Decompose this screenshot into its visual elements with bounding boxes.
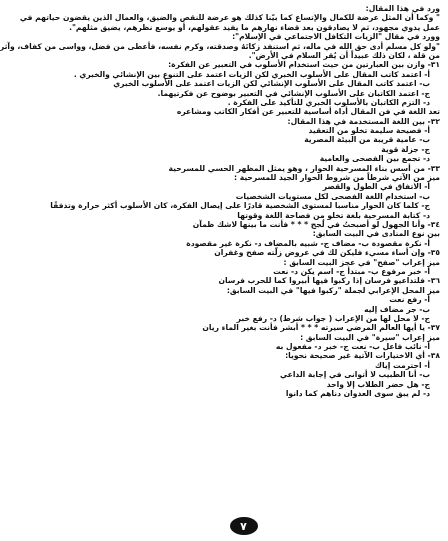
text-line: ٣٥- وإن أساء مسيء فليكن لك في عروض زلّته صفح وغفران	[214, 248, 440, 258]
text-line: أ- احترمت إياك	[375, 360, 430, 370]
text-line: ٣٣- من أسس بناء المسرحية الحوار ، وهو يمثل المظهر الحسي للمسرحية	[168, 163, 440, 173]
text-line: ب- أنا الطبيب لا أتوانى في إجابة الداعي	[279, 370, 430, 380]
text-line: ٣٧- يا أيها العالم المرضي سيرته * * * أبشر فأنت بغير الماء ريان	[202, 323, 440, 333]
text-line: ٣١- وازن بين العبارتين من حيث استخدام الأسلوب في التعبير عن الفكرة:	[168, 60, 440, 70]
question-text-block	[0, 4, 440, 399]
text-line: ب- عامية قريبة من البيئة المصرية	[304, 135, 430, 145]
text-line: ب- استخدام اللغة الفصحى لكل مستويات الشخصيات	[235, 191, 430, 201]
text-line: أ- نكرة مقصودة ب- مضاف ج- شبيه بالمضاف د- نكرة غير مقصودة	[186, 238, 430, 248]
text-line: ٣٨- أي الاختيارات الآتية غير صحيحة نحويا:	[285, 351, 440, 361]
text-line: د- تجمع بين الفصحى والعامية	[319, 154, 430, 164]
text-line: تعد اللغة في فن المقال أداة أساسية للتعبير عن أفكار الكاتب ومشاعره	[176, 107, 440, 117]
text-line: أ- رفع نعت	[389, 295, 430, 305]
text-line: ج- كلما كان الحوار مناسبا لمستوى الشخصية قادرًا على إيصال الفكرة، كان الأسلوب أكثر حرارة وتدفقًا	[50, 201, 430, 211]
text-line: ج- لا محل لها من الإعراب ( جواب شرط) د- رفع خبر	[236, 313, 430, 323]
text-line: ٣٢- بين اللغة المستخدمة في هذا المقال:	[287, 116, 440, 126]
text-line: ميز إعراب "صفح" في عجز البيت السابق :	[283, 257, 440, 267]
text-line: "ولو كل مسلم أدى حق الله في ماله، ثم استنفد زكاتَهُ وصدقته، وكرم نفسه، فأعطى من فضل، وواسى من كفاف، وآثر	[0, 41, 440, 51]
text-line: ميز المحل الإعرابي لجملة "ركبوا فيها" في البيت السابق:	[226, 285, 440, 295]
text-line: ج- جزلة قوية	[381, 144, 430, 154]
text-line: أ- الاتفاق في الطول والقصر	[322, 182, 430, 192]
text-line: ب- اعتمد كاتب المقال على الأسلوب الإنشائي لكن الزيات اعتمد على الأسلوب الخبري	[113, 79, 430, 89]
text-line: د- كتابة المسرحية بلغة تخلو من فصاحة اللغة وقوتها	[237, 210, 430, 220]
text-line: ب- جر مضاف إليه	[364, 304, 430, 314]
text-line: ٣٦- فلتداعيو فرسان إذا ركبوا فيها أبيروا كما للحرب فرسان	[218, 276, 440, 286]
text-line: من قلة ، لكان ذلك عبيداً أن يُقر السلام في الأرض".	[248, 50, 440, 60]
text-line: ج- هل حضر الطلاب إلا واحد	[326, 379, 430, 389]
text-line: وورد في مقال "الزيات التكافل الاجتماعي في الإسلام":	[232, 32, 440, 42]
text-line: أ- اعتمد كاتب المقال على الأسلوب الخبري لكن الزيات اعتمد على التنوع بين الإنشائي والخبري .	[73, 69, 430, 79]
text-line: ٣٤- وأنا الجهول لو أصبحتُ في لُجج * * * فأنت ما بينها لاشك ظمآن	[192, 219, 440, 229]
text-line: ورد في هذا المقال:	[365, 4, 440, 13]
text-line: ميز إعراب "سيرة" في البيت السابق :	[300, 332, 440, 342]
text-line: أ- نائب فاعل ب- نعت ج- خبر د- مفعول به	[275, 342, 430, 352]
text-line: أ- فصيحة سليمة تخلو من التعقيد	[308, 126, 430, 136]
page-number-badge: ٧	[230, 517, 258, 535]
text-line: د- التزم الكاتبان بالأسلوب الخبري للتأكيد على الفكرة .	[227, 97, 430, 107]
text-line: عمل يدوي مجهود، ثم لا يصادقون بعد قضاء نهارهم ما يفيد عقولهم، أو يوسع نظرهم، يضيق مثلهم".	[69, 22, 440, 32]
text-line: د- لم يبق سوى العدوان دناهم كما دانوا	[285, 389, 430, 399]
text-line: " وكما أن المثل عرضة للكمال والإتساع كما بيّنا كذلك هو عرضة للنقص والضيق، والعمال الذين يقضون حياتهم في	[19, 13, 440, 23]
text-line: أ- خبر مرفوع ب- مبتدأ ج- اسم يكن د- نعت	[273, 266, 430, 276]
text-line: ج- اعتمد الكاتبان على الأسلوب الإنشائي في التعبير بوضوح عن فكرتيهما.	[157, 88, 430, 98]
text-line: ميز من الآتي شرطاً من شروط الحوار الجيد للمسرحية :	[234, 173, 440, 183]
text-line: بين نوع المنادى في البيت السابق:	[312, 229, 440, 239]
